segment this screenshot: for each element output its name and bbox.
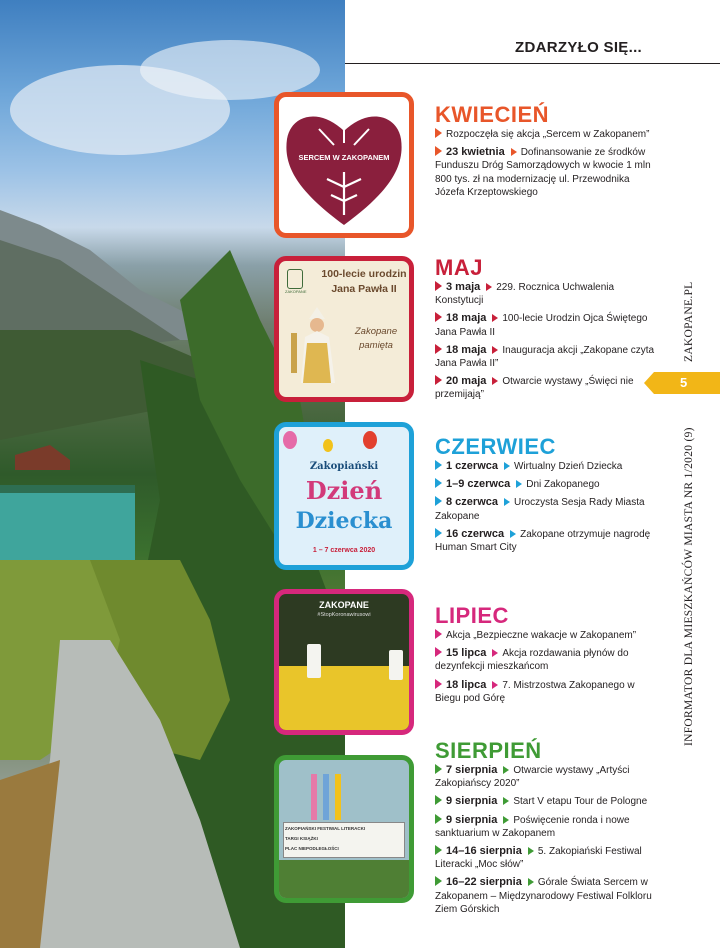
thumb-april <box>274 92 414 238</box>
entry-date: 9 sierpnia <box>446 795 498 808</box>
june-line3: Dziecka <box>295 508 393 534</box>
sign-line3: PLAC NIEPODLEGŁOŚCI <box>285 846 339 851</box>
list-item: 8 czerwca Uroczysta Sesja Rady Miasta Zakopane <box>435 496 645 522</box>
website-label: ZAKOPANE.PL <box>683 281 695 362</box>
list-item: 7 sierpnia Otwarcie wystawy „Artyści Zakopiańscy 2020” <box>435 764 630 790</box>
greenery <box>279 860 409 898</box>
june-dates: 1 – 7 czerwca 2020 <box>312 547 376 554</box>
entry-date: 15 lipca <box>446 647 487 660</box>
arrow-icon <box>486 283 492 291</box>
arrow-icon <box>435 629 442 639</box>
entries-august <box>435 764 660 921</box>
arrow-icon <box>435 375 442 385</box>
arrow-icon <box>435 845 442 855</box>
arrow-icon <box>435 460 442 470</box>
arrow-icon <box>435 344 442 354</box>
balloon-icon <box>283 431 297 449</box>
list-item: 9 sierpnia Start V etapu Tour de Pologne <box>435 795 660 808</box>
entry-date: 23 kwietnia <box>446 146 505 159</box>
list-item: 15 lipca Akcja rozdawania płynów do dezynfekcji mieszkańcom <box>435 647 629 673</box>
entry-date: 3 maja <box>446 281 481 293</box>
entry-date: 18 maja <box>446 343 487 356</box>
entries-april <box>435 128 660 204</box>
entry-date: 8 czerwca <box>446 496 498 509</box>
entry-date: 1 czerwca <box>446 460 498 472</box>
list-item: Rozpoczęła się akcja „Sercem w Zakopanem” <box>435 128 660 141</box>
entries-may <box>435 281 660 407</box>
balloon-icon <box>323 439 333 452</box>
arrow-icon <box>510 530 516 538</box>
publication-label: INFORMATOR DLA MIESZKAŃCÓW MIASTA NR 1/2020 (9) <box>683 427 695 746</box>
may-title: 100-lecie urodzin Jana Pawła II <box>321 268 407 295</box>
list-item: 18 maja 100-lecie Urodzin Ojca Świętego Jana Pawła II <box>435 312 648 338</box>
heart-caption: SERCEM W ZAKOPANEM <box>298 153 390 162</box>
arrow-icon <box>435 795 442 805</box>
bottle-icon <box>307 644 321 678</box>
header-divider <box>345 63 720 64</box>
arrow-icon <box>528 878 534 886</box>
arrow-icon <box>435 647 442 657</box>
list-item: 16–22 sierpnia Górale Świata Sercem w Zakopanem – Międzynarodowy Festiwal Folkloru Ziem Górskich <box>435 876 652 915</box>
sign-line1: ZAKOPIAŃSKI FESTIWAL LITERACKI <box>285 826 366 831</box>
arrow-icon <box>504 498 510 506</box>
list-item: 23 kwietnia Dofinansowanie ze środków Funduszu Dróg Samorządowych w kwocie 1 mln 800 tys. zł na modernizację ul. Przewodnika Józefa Krzeptowskiego <box>435 146 651 198</box>
entry-date: 9 sierpnia <box>446 813 498 826</box>
pope-figure <box>287 303 347 383</box>
arrow-icon <box>492 346 498 354</box>
thumb-july <box>274 589 414 735</box>
arrow-icon <box>435 146 442 156</box>
arrow-icon <box>435 764 442 774</box>
month-heading-july: LIPIEC <box>435 603 509 628</box>
arrow-icon <box>435 876 442 886</box>
arrow-icon <box>503 766 509 774</box>
arrow-icon <box>503 797 509 805</box>
arrow-icon <box>492 681 498 689</box>
entry-date: 7 sierpnia <box>446 764 498 776</box>
may-caption: Zakopane pamięta <box>354 326 398 351</box>
arrow-icon <box>511 148 517 156</box>
list-item: 3 maja 229. Rocznica Uchwalenia Konstytucji <box>435 281 615 307</box>
month-heading-april: KWIECIEŃ <box>435 102 549 127</box>
arrow-icon <box>504 462 510 470</box>
entry-date: 18 maja <box>446 312 487 325</box>
section-title: ZDARZYŁO SIĘ... <box>515 39 643 56</box>
thumb-august <box>274 755 414 903</box>
list-item: 1 czerwca Wirtualny Dzień Dziecka <box>435 460 660 473</box>
arrow-icon <box>435 679 442 689</box>
may-logo: ZAKOPANE <box>285 289 307 294</box>
arrow-icon <box>435 814 442 824</box>
thumb-june <box>274 422 414 570</box>
list-item: Akcja „Bezpieczne wakacje w Zakopanem” <box>435 629 660 642</box>
list-item: 18 lipca 7. Mistrzostwa Zakopanego w Biegu pod Górę <box>435 678 635 704</box>
entry-date: 16 czerwca <box>446 527 505 540</box>
arrow-icon <box>492 314 498 322</box>
bottle-icon <box>389 650 403 680</box>
june-line2: Dzień <box>305 476 383 505</box>
sign-line2: TARGI KSIĄŻKI <box>285 836 318 841</box>
july-tag: #StopKoronawirusowi <box>317 612 371 618</box>
list-item: 20 maja Otwarcie wystawy „Święci nie przemijają” <box>435 375 634 401</box>
list-item: 16 czerwca Zakopane otrzymuje nagrodę Human Smart City <box>435 527 651 554</box>
list-item: 14–16 sierpnia 5. Zakopiański Festiwal Literacki „Moc słów” <box>435 845 642 871</box>
july-title: ZAKOPANE <box>319 600 369 610</box>
arrow-icon <box>435 128 442 138</box>
page-number: 5 <box>680 375 688 390</box>
arrow-icon <box>435 496 442 506</box>
arrow-icon <box>435 281 442 291</box>
month-heading-may: MAJ <box>435 255 483 280</box>
arrow-icon <box>503 816 509 824</box>
flag-icon <box>311 774 317 820</box>
arrow-icon <box>516 480 522 488</box>
arrow-icon <box>492 377 498 385</box>
entry-date: 18 lipca <box>446 678 487 691</box>
leaf-icon <box>287 269 303 289</box>
entry-date: 20 maja <box>446 375 487 388</box>
arrow-icon <box>435 312 442 322</box>
heart-logo <box>279 97 409 233</box>
list-item: 1–9 czerwca Dni Zakopanego <box>435 478 660 491</box>
entries-june <box>435 460 660 559</box>
arrow-icon <box>492 649 498 657</box>
month-heading-august: SIERPIEŃ <box>435 738 542 763</box>
arrow-icon <box>528 847 534 855</box>
thumb-may <box>274 256 414 402</box>
flag-icon <box>335 774 341 820</box>
entries-july <box>435 629 660 710</box>
month-heading-june: CZERWIEC <box>435 434 556 459</box>
arrow-icon <box>435 478 442 488</box>
balloon-icon <box>363 431 377 449</box>
entry-date: 16–22 sierpnia <box>446 876 522 889</box>
list-item: 18 maja Inauguracja akcji „Zakopane czyta Jana Pawła II” <box>435 343 655 370</box>
flag-icon <box>323 774 329 820</box>
june-line1: Zakopiański <box>309 461 379 472</box>
list-item: 9 sierpnia Poświęcenie ronda i nowe sanktuarium w Zakopanem <box>435 813 630 839</box>
entry-date: 14–16 sierpnia <box>446 845 522 858</box>
entry-date: 1–9 czerwca <box>446 478 511 491</box>
arrow-icon <box>435 528 442 538</box>
